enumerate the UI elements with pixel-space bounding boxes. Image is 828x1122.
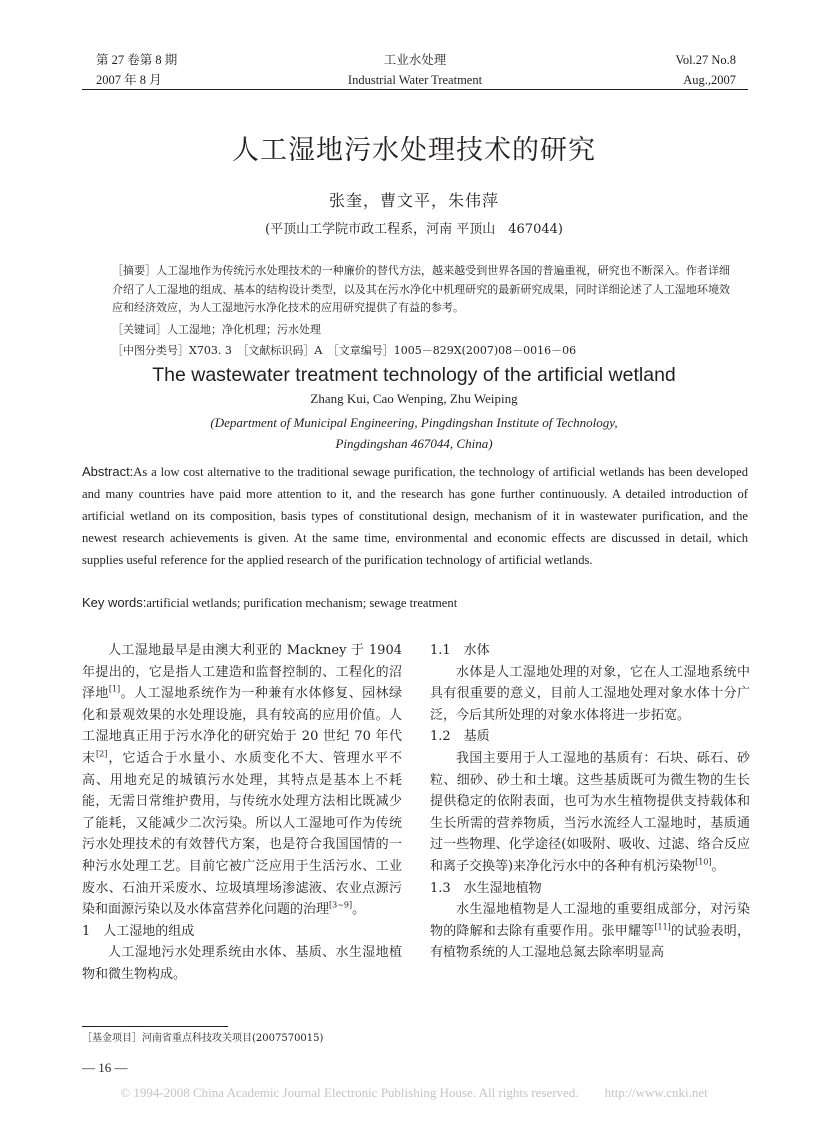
section-heading-1: 1 人工湿地的组成 [82, 923, 195, 939]
running-header [82, 46, 748, 90]
body-paragraph [430, 899, 750, 964]
body-left-column [82, 640, 402, 986]
affiliation-en-line2: Pingdingshan 467044, China) [335, 436, 493, 451]
body-text: ，它适合于水量小、水质变化不大、管理水平不高、用地充足的城镇污水处理，其特点是基本上不耗能，无需日常维护费用，与传统水处理方法相比既减少了能耗，又能减少二次污染。所以人工湿地可作为传统污水处理技术的有效替代方案，也是符合我国国情的一种污水处理工艺。目前它被广泛应用于生活污水、工业废水、石油开采废水、垃圾填埋场渗滤液、农业点源污染和面源污染以及水体富营养化问题的治理 [82, 750, 402, 918]
keywords-en-label: Key words: [82, 595, 147, 610]
citation: [11] [654, 922, 671, 932]
authors-cn: 张奎，曹文平，朱伟萍 [328, 191, 499, 210]
affiliation-cn: (平顶山工学院市政工程系，河南 平顶山 467044) [265, 222, 563, 237]
affiliation-en [0, 412, 828, 454]
journal-name-en: Industrial Water Treatment [347, 73, 483, 87]
citation: [10] [695, 857, 712, 867]
citation: [1] [108, 684, 121, 694]
body-text: 。人工湿地系统作为一种兼有水体修复、园林绿化和景观效果的水处理设施，具有较高的应用价值。人工湿地真正用于污水净化的研究始于 20 世纪 70 年代末 [82, 686, 402, 766]
body-paragraph [430, 748, 750, 878]
citation: [3~9] [329, 900, 353, 910]
body-right-column [430, 640, 750, 964]
body-text: 。 [352, 902, 366, 918]
body-text: 水生湿地植物是人工湿地的重要组成部分，对污染物的降解和去除有重要作用。张甲耀等 [430, 902, 750, 939]
keywords-cn: ［关键词］人工湿地；净化机理；污水处理 [112, 322, 321, 336]
abstract-cn [112, 262, 730, 361]
page-number: — 16 — [82, 1060, 128, 1075]
body-paragraph: 水体是人工湿地处理的对象，它在人工湿地系统中具有很重要的意义，目前人工湿地处理对象水体十分广泛，今后其所处理的对象水体将进一步拓宽。 [430, 664, 750, 723]
footnote-rule [82, 1026, 228, 1027]
copyright-watermark: © 1994-2008 China Academic Journal Electronic Publishing House. All rights reserved. http://www.cnki.net [120, 1085, 708, 1100]
volume-cn: 第 27 卷第 8 期 [96, 53, 178, 67]
keywords-en-text: artificial wetlands; purification mechanism; sewage treatment [146, 596, 458, 610]
date-en: Aug.,2007 [683, 73, 736, 87]
body-text: 的试验表明，有植物系统的人工湿地总氮去除率明显高 [430, 923, 750, 961]
section-heading-1-1: 1.1 水体 [430, 643, 490, 658]
body-text: 。 [711, 858, 725, 874]
body-paragraph: 人工湿地污水处理系统由水体、基质、水生湿地植物和微生物构成。 [82, 945, 402, 982]
header-center [82, 50, 748, 90]
body-paragraph [82, 640, 402, 921]
body-text: 人工湿地最早是由澳大利亚的 Mackney 于 1904 年提出的，它是指人工建造和监督控制的、工程化的沼泽地 [82, 643, 402, 702]
section-heading-1-3: 1.3 水生湿地植物 [430, 880, 542, 896]
date-cn: 2007 年 8 月 [96, 73, 162, 87]
authors-en: Zhang Kui, Cao Wenping, Zhu Weiping [310, 391, 518, 406]
section-heading-1-2: 1.2 基质 [430, 729, 490, 745]
abstract-en-label: Abstract: [82, 464, 134, 479]
volume-en: Vol.27 No.8 [675, 53, 736, 67]
paper-title-en: The wastewater treatment technology of the artificial wetland [152, 364, 676, 386]
abstract-en-text: As a low cost alternative to the traditional sewage purification, the technology of artificial wetlands has been developed and many countries have paid more attention to it, and the research has gone further continuously. A detailed introduction of artificial wetland on its composition, basis types of constitutional design, mechanism of it in wastewater purification, and the newest research achievements is given. At the same time, environmental and economic effects are discussed in detail, which supplies useful reference for the applied research of the purification technology of artificial wetlands. [82, 465, 748, 567]
citation: [2] [96, 749, 108, 759]
keywords-en [82, 593, 748, 613]
paper-title-cn: 人工湿地污水处理技术的研究 [232, 135, 596, 166]
body-text: 我国主要用于人工湿地的基质有：石块、砾石、砂粒、细砂、砂土和土壤。这些基质既可为微生物的生长提供稳定的依附表面，也可为水生植物提供支持载体和生长所需的营养物质，当污水流经人工湿地时，基质通过一些物理、化学途径(如吸附、吸收、过滤、络合反应和离子交换等)来净化污水中的各种有机污染物 [430, 750, 750, 874]
header-right [675, 50, 736, 90]
affiliation-en-line1: (Department of Municipal Engineering, Pingdingshan Institute of Technology, [210, 415, 618, 430]
journal-name-cn: 工业水处理 [383, 53, 447, 67]
classification-cn: ［中图分类号］X703. 3 ［文献标识码］A ［文章编号］1005－829X(2007)08－0016－06 [112, 344, 577, 357]
abstract-en [82, 461, 748, 571]
footnote-funding: ［基金项目］河南省重点科技攻关项目(2007570015) [82, 1033, 324, 1044]
abstract-cn-text: ［摘要］人工湿地作为传统污水处理技术的一种廉价的替代方法，越来越受到世界各国的普遍重视，研究也不断深入。作者详细介绍了人工湿地的组成、基本的结构设计类型，以及其在污水净化中机理研究的最新研究成果，同时详细论述了人工湿地环境效应和经济效应，为人工湿地污水净化技术的应用研究提供了有益的参考。 [112, 264, 730, 314]
